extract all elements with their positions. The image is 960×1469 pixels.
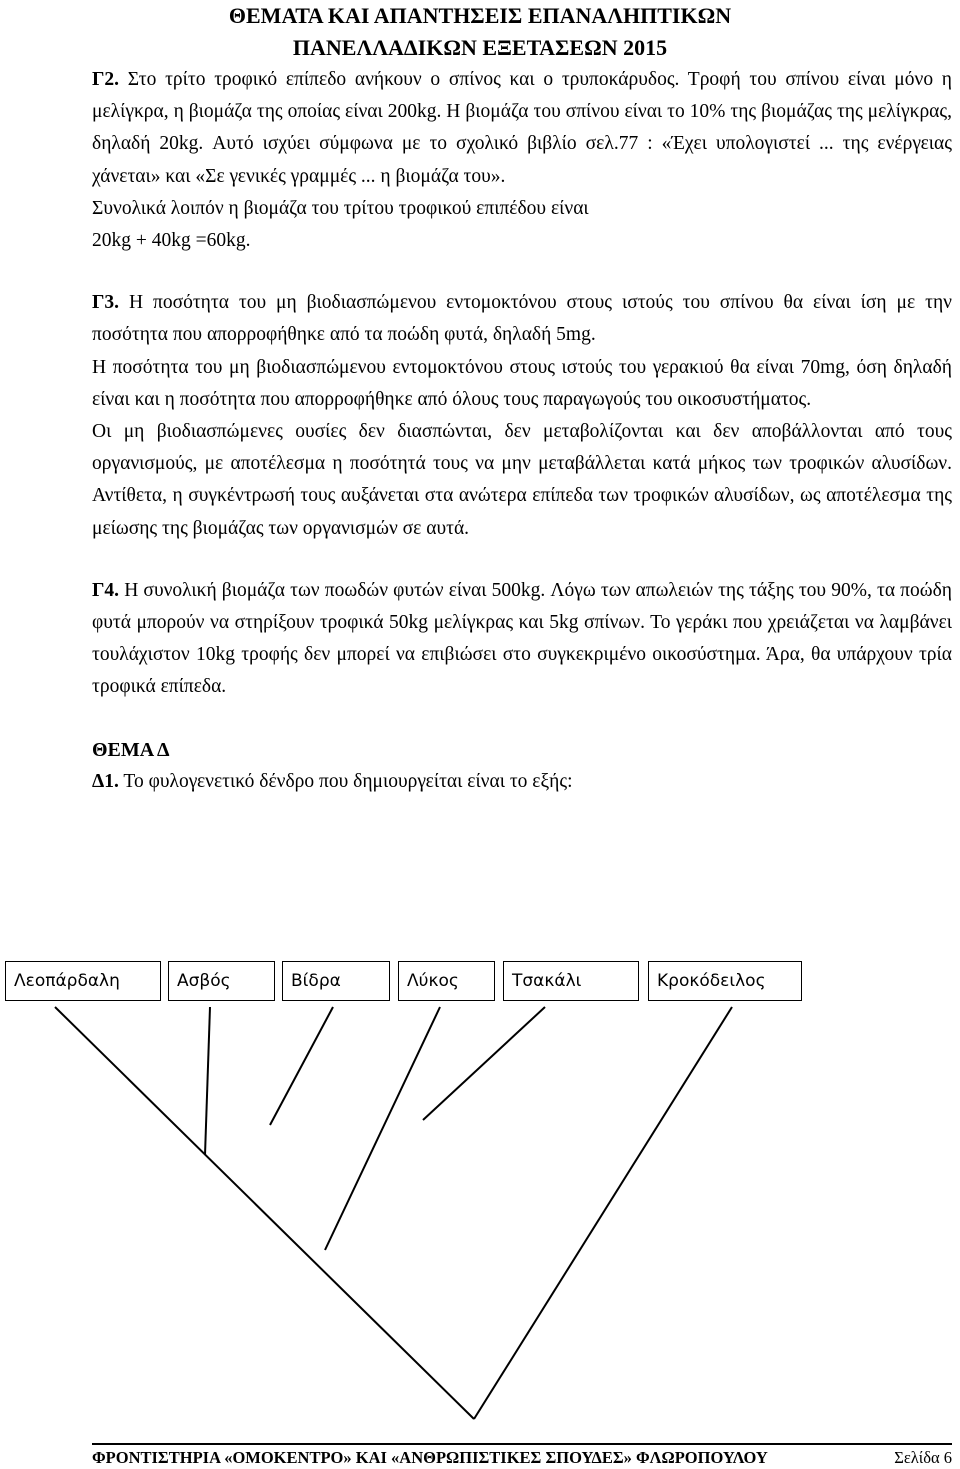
d1-label: Δ1.	[92, 770, 119, 792]
g3-label: Γ3.	[92, 292, 120, 314]
g4-text: Η συνολική βιομάζα των ποωδών φυτών είναι 500kg. Λόγω των απωλειών της τάξης του 90%, τα ποώδη φυτά μπορούν να στηρίξουν τροφικά 50kg μελίγκρας και 5kg σπίνων. Το γεράκι που χρειάζεται να λαμβάνει τουλάχιστον 10kg τροφής δεν μπορεί να επιβιώσει στο συγκεκριμένο οικοσύστημα. Άρα, θα υπάρχουν τρία τροφικά επίπεδα.	[92, 579, 952, 698]
paragraph-g3-3: Οι μη βιοδιασπώμενες ουσίες δεν διασπώνται, δεν μεταβολίζονται και δεν αποβάλλονται από τους οργανισμούς, με αποτέλεσμα η ποσότητά τους να μην μεταβάλλεται κατά μήκος των τροφικών αλυσίδων. Αντίθετα, η συγκέντρωσή τους αυξάνεται στα ανώτερα επίπεδα των τροφικών αλυσίδων, ως αποτέλεσμα της μείωσης της βιομάζας των οργανισμών σε αυτά.	[92, 421, 952, 539]
g4-label: Γ4.	[92, 579, 120, 601]
paragraph-d1	[92, 766, 952, 798]
species-label-wolf: Λύκος	[398, 961, 495, 1001]
phylogenetic-tree	[0, 1000, 960, 1430]
paragraph-g2-total: Συνολικά λοιπόν η βιομάζα του τρίτου τροφικού επιπέδου είναι	[92, 197, 589, 219]
document-body	[92, 64, 952, 798]
paragraph-g3-2: Η ποσότητα του μη βιοδιασπώμενου εντομοκτόνου στους ιστούς του γερακιού θα είναι 70mg, όση δηλαδή είναι και η ποσότητα που απορροφήθηκε από όλους τους παραγωγούς του οικοσυστήματος.	[92, 356, 952, 410]
page-header	[0, 0, 960, 64]
species-label-otter: Βίδρα	[282, 961, 390, 1001]
header-line-1: ΘΕΜΑΤΑ ΚΑΙ ΑΠΑΝΤΗΣΕΙΣ ΕΠΑΝΑΛΗΠΤΙΚΩΝ	[228, 3, 732, 28]
footer-publisher: ΦΡΟΝΤΙΣΤΗΡΙΑ «ΟΜΟΚΕΝΤΡΟ» ΚΑΙ «ΑΝΘΡΩΠΙΣΤΙΚΕΣ ΣΠΟΥΔΕΣ» ΦΛΩΡΟΠΟΥΛΟΥ	[92, 1448, 768, 1467]
g3-text-1: Η ποσότητα του μη βιοδιασπώμενου εντομοκτόνου στους ιστούς του σπίνου θα είναι ίση με την ποσότητα που απορροφήθηκε από τα ποώδη φυτά, δηλαδή 5mg.	[92, 292, 952, 346]
header-line-2: ΠΑΝΕΛΛΑΔΙΚΩΝ ΕΞΕΤΑΣΕΩΝ 2015	[292, 35, 668, 60]
paragraph-g2-sum: 20kg + 40kg =60kg.	[92, 230, 251, 252]
tree-branch-root-crocodile	[474, 1007, 732, 1419]
species-label-jackal: Τσακάλι	[503, 961, 639, 1001]
species-label-badger: Ασβός	[168, 961, 275, 1001]
tree-branch-otter	[270, 1007, 333, 1125]
paragraph-g4	[92, 575, 952, 704]
tree-branch-badger-otter	[205, 1007, 210, 1155]
tree-branch-wolf-jackal	[325, 1007, 440, 1250]
species-label-leopard: Λεοπάρδαλη	[5, 961, 161, 1001]
page-footer	[92, 1443, 952, 1469]
tree-branch-jackal	[423, 1007, 545, 1120]
d1-text: Το φυλογενετικό δένδρο που δημιουργείται είναι το εξής:	[118, 770, 573, 792]
g2-text: Στο τρίτο τροφικό επίπεδο ανήκουν ο σπίνος και ο τρυποκάρυδος. Τροφή του σπίνου είναι μόνο η μελίγκρα, η βιομάζα της οποίας είναι 200kg. Η βιομάζα του σπίνου είναι το 10% της βιομάζας της μελίγκρας, δηλαδή 20kg. Αυτό ισχύει σύμφωνα με το σχολικό βιβλίο σελ.77 : «Έχει υπολογιστεί ... της ενέργειας χάνεται» και «Σε γενικές γραμμές ... η βιομάζα του».	[92, 69, 952, 187]
species-label-crocodile: Κροκόδειλος	[648, 961, 802, 1001]
footer-page-number: Σελίδα 6	[894, 1448, 952, 1467]
theme-d-title: ΘΕΜΑ Δ	[92, 738, 170, 761]
paragraph-g2	[92, 64, 952, 193]
paragraph-g3	[92, 287, 952, 351]
species-labels	[0, 961, 960, 1003]
g2-label: Γ2.	[92, 69, 120, 90]
